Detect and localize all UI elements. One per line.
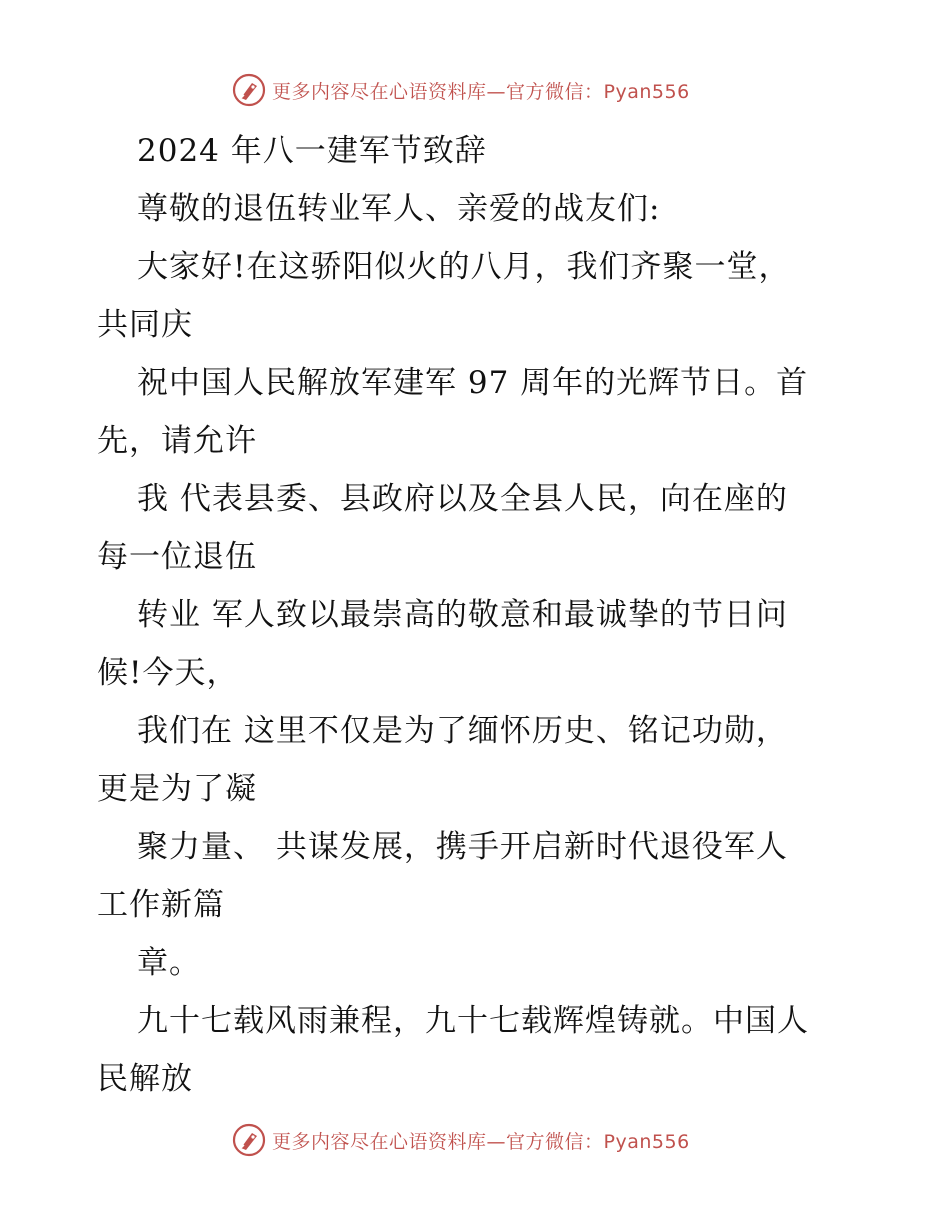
body-line: 祝中国人民解放军建军 97 周年的光辉节日。首 xyxy=(137,365,809,401)
body-line: 每一位退伍 xyxy=(97,539,257,575)
body-line: 我 代表县委、县政府以及全县人民，向在座的 xyxy=(137,481,788,517)
body-line: 先，请允许 xyxy=(97,423,257,459)
body-line: 候!今天， xyxy=(97,655,239,691)
body-line: 更是为了凝 xyxy=(97,771,257,807)
body-line: 民解放 xyxy=(97,1061,193,1097)
body-line: 共同庆 xyxy=(97,307,193,343)
pen-nib-logo-icon xyxy=(232,73,266,107)
body-line: 章。 xyxy=(137,945,201,981)
salutation-line: 尊敬的退伍转业军人、亲爱的战友们: xyxy=(137,191,661,227)
document-body xyxy=(0,122,950,1108)
body-line: 九十七载风雨兼程，九十七载辉煌铸就。中国人 xyxy=(137,1003,809,1039)
body-line: 我们在 这里不仅是为了缅怀历史、铭记功勋， xyxy=(137,713,788,749)
footer-banner-text: 更多内容尽在心语资料库—官方微信：Pyan556 xyxy=(272,1130,690,1153)
header-banner xyxy=(232,70,690,110)
body-line: 大家好!在这骄阳似火的八月，我们齐聚一堂， xyxy=(137,249,791,285)
document-title: 2024 年八一建军节致辞 xyxy=(137,133,487,169)
body-line: 转业 军人致以最崇高的敬意和最诚挚的节日问 xyxy=(137,597,788,633)
header-banner-text: 更多内容尽在心语资料库—官方微信：Pyan556 xyxy=(272,80,690,103)
pen-nib-logo-icon xyxy=(232,1123,266,1157)
footer-banner xyxy=(232,1120,690,1160)
body-line: 聚力量、 共谋发展，携手开启新时代退役军人 xyxy=(137,829,788,865)
body-line: 工作新篇 xyxy=(97,887,225,923)
